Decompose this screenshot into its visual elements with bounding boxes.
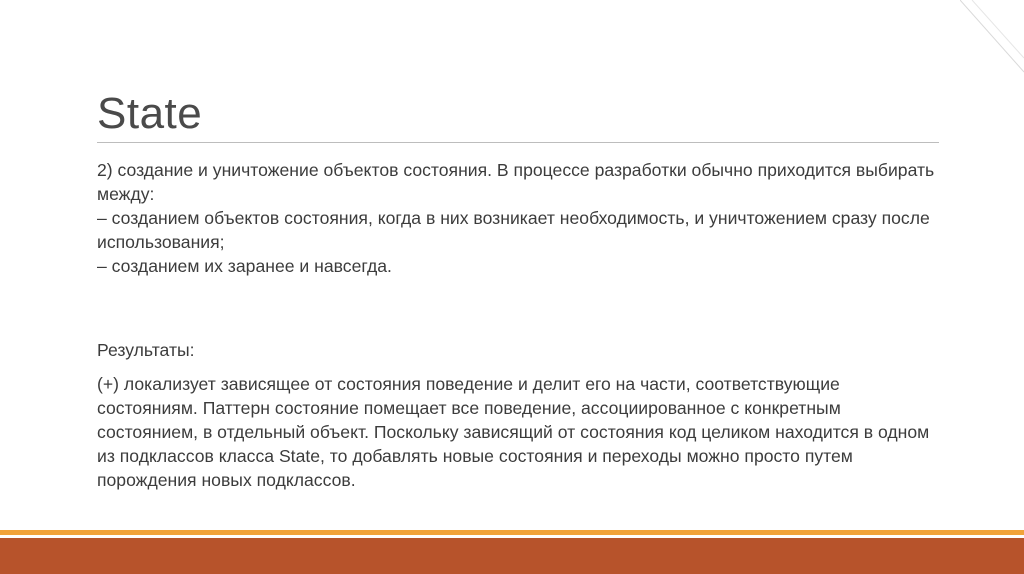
- intro-line-1: 2) создание и уничтожение объектов состояния. В процессе разработки обычно приходится выбирать между:: [97, 160, 935, 204]
- results-heading: Результаты:: [97, 340, 195, 360]
- slide-body: [97, 158, 937, 492]
- corner-chevron-icon: [960, 0, 1024, 120]
- footer-main-bar: [0, 538, 1024, 574]
- slide-title: State: [97, 89, 203, 138]
- results-body: (+) локализует зависящее от состояния поведение и делит его на части, соответствующие состояниям. Паттерн состояние помещает все поведение, ассоциированное с конкретным состоянием, в отдельный объект. Поскольку зависящий от состояния код целиком находится в одном из подклассов класса State, то добавлять новые состояния и переходы можно просто путем порождения новых подклассов.: [97, 374, 930, 490]
- intro-line-3: – созданием их заранее и навсегда.: [97, 256, 392, 276]
- intro-paragraph: [97, 158, 937, 278]
- title-divider: [97, 142, 939, 143]
- footer-accent-bar: [0, 530, 1024, 535]
- intro-line-2: – созданием объектов состояния, когда в них возникает необходимость, и уничтожением сразу после использования;: [97, 208, 930, 252]
